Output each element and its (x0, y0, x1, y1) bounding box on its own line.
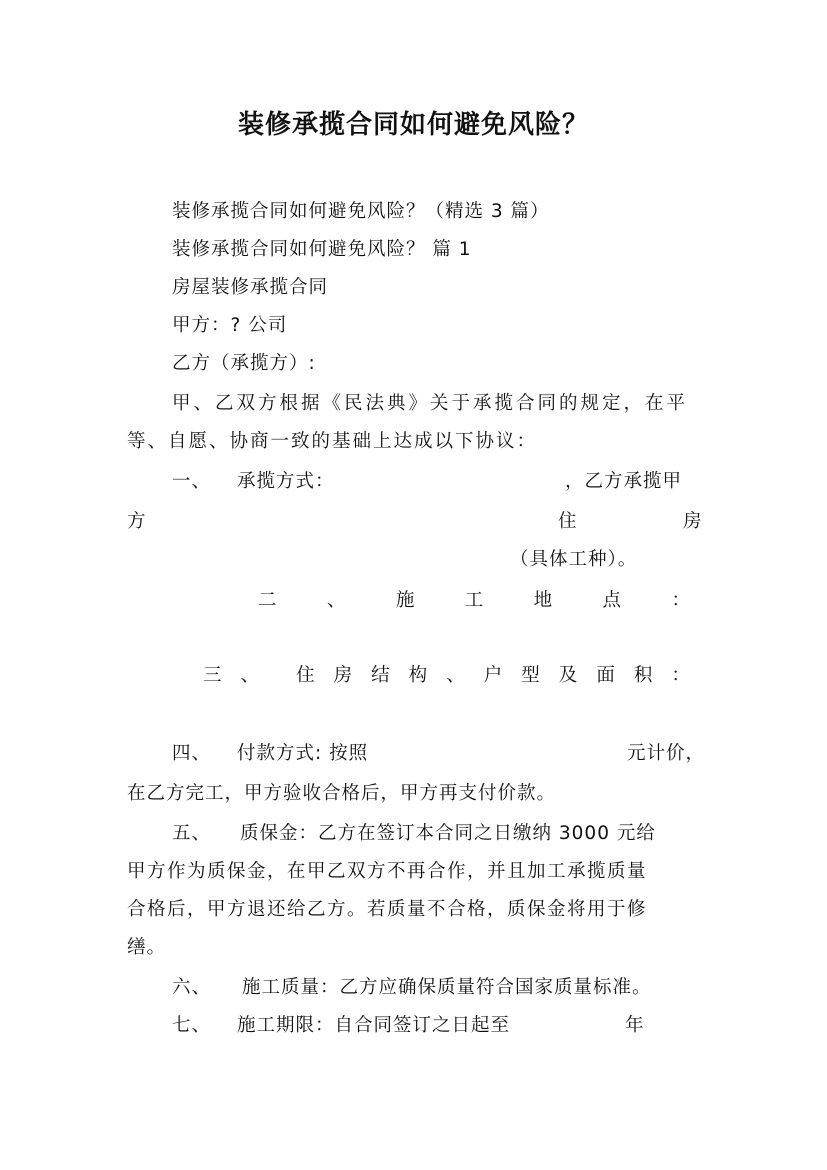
clause-3-char: 、 (240, 665, 260, 686)
clause-3-char: 住 (296, 665, 315, 686)
clause-2-line (258, 589, 690, 613)
clause-5-line-1: 质保金：乙方在签订本合同之日缴纳 3000 元给 (240, 823, 656, 844)
clause-2-char: 、 (326, 590, 346, 611)
party-b: 乙方（承揽方）: (172, 353, 316, 374)
clause-1-number: 一、 (172, 471, 212, 492)
clause-3-char: 户 (483, 665, 503, 686)
clause-2-char: ： (671, 590, 690, 611)
clause-2-char: 点 (602, 590, 622, 611)
clause-3-char: 、 (446, 665, 465, 686)
clause-3-char: 及 (558, 665, 578, 686)
clause-1-word-1: 方 (127, 511, 147, 532)
clause-4-line-2: 在乙方完工，甲方验收合格后，甲方再支付价款。 (127, 783, 557, 804)
clause-3-char: 结 (371, 665, 390, 686)
clause-3-char: ： (671, 665, 690, 686)
clause-3-line (203, 664, 690, 688)
clause-3-char: 房 (333, 665, 353, 686)
clause-3-char: 面 (596, 665, 615, 686)
contract-name: 房屋装修承揽合同 (172, 277, 329, 298)
clause-4-number: 四、 (172, 743, 212, 764)
clause-2-char: 二 (258, 590, 277, 611)
clause-3-char: 型 (521, 665, 540, 686)
clause-5-line-3: 合格后，甲方退还给乙方。若质量不合格，质保金将用于修 (127, 899, 648, 920)
agreement-intro-line-1: 甲、乙双方根据《民法典》关于承揽合同的规定，在平 (172, 393, 689, 414)
party-a: 甲方：? 公司 (172, 315, 288, 336)
clause-4-label: 付款方式: 按照 (237, 743, 369, 764)
clause-1-word-2: 住 (558, 511, 578, 532)
section-heading: 装修承揽合同如何避免风险？ 篇 1 (172, 239, 472, 260)
agreement-intro-line-2: 等、自愿、协商一致的基础上达成以下协议： (127, 431, 538, 452)
clause-5-line-4: 缮。 (127, 937, 167, 958)
clause-5-number: 五、 (172, 823, 212, 844)
clause-6-text: 施工质量：乙方应确保质量符合国家质量标准。 (242, 977, 652, 998)
document-title: 装修承揽合同如何避免风险？ (237, 110, 589, 140)
clause-6-number: 六、 (172, 977, 212, 998)
clause-7-year: 年 (625, 1015, 645, 1036)
clause-3-char: 三 (203, 665, 222, 686)
clause-1-tail: ，乙方承揽甲 (565, 471, 683, 492)
clause-3-char: 积 (633, 665, 653, 686)
clause-5-line-2: 甲方作为质保金，在甲乙双方不再合作，并且加工承揽质量 (127, 861, 648, 882)
clause-4-tail: 元计价， (627, 743, 706, 764)
clause-7-text: 施工期限：自合同签订之日起至 (237, 1015, 511, 1036)
clause-2-char: 施 (395, 590, 415, 611)
clause-1-word-3: 房 (683, 511, 703, 532)
clause-1-work-type: （具体工种）。 (510, 549, 638, 570)
subtitle-line: 装修承揽合同如何避免风险？（精选 3 篇） (172, 201, 550, 222)
clause-2-char: 工 (464, 590, 484, 611)
clause-3-char: 构 (408, 665, 428, 686)
clause-2-char: 地 (533, 590, 553, 611)
clause-1-label: 承揽方式： (237, 471, 335, 492)
clause-7-number: 七、 (172, 1015, 212, 1036)
